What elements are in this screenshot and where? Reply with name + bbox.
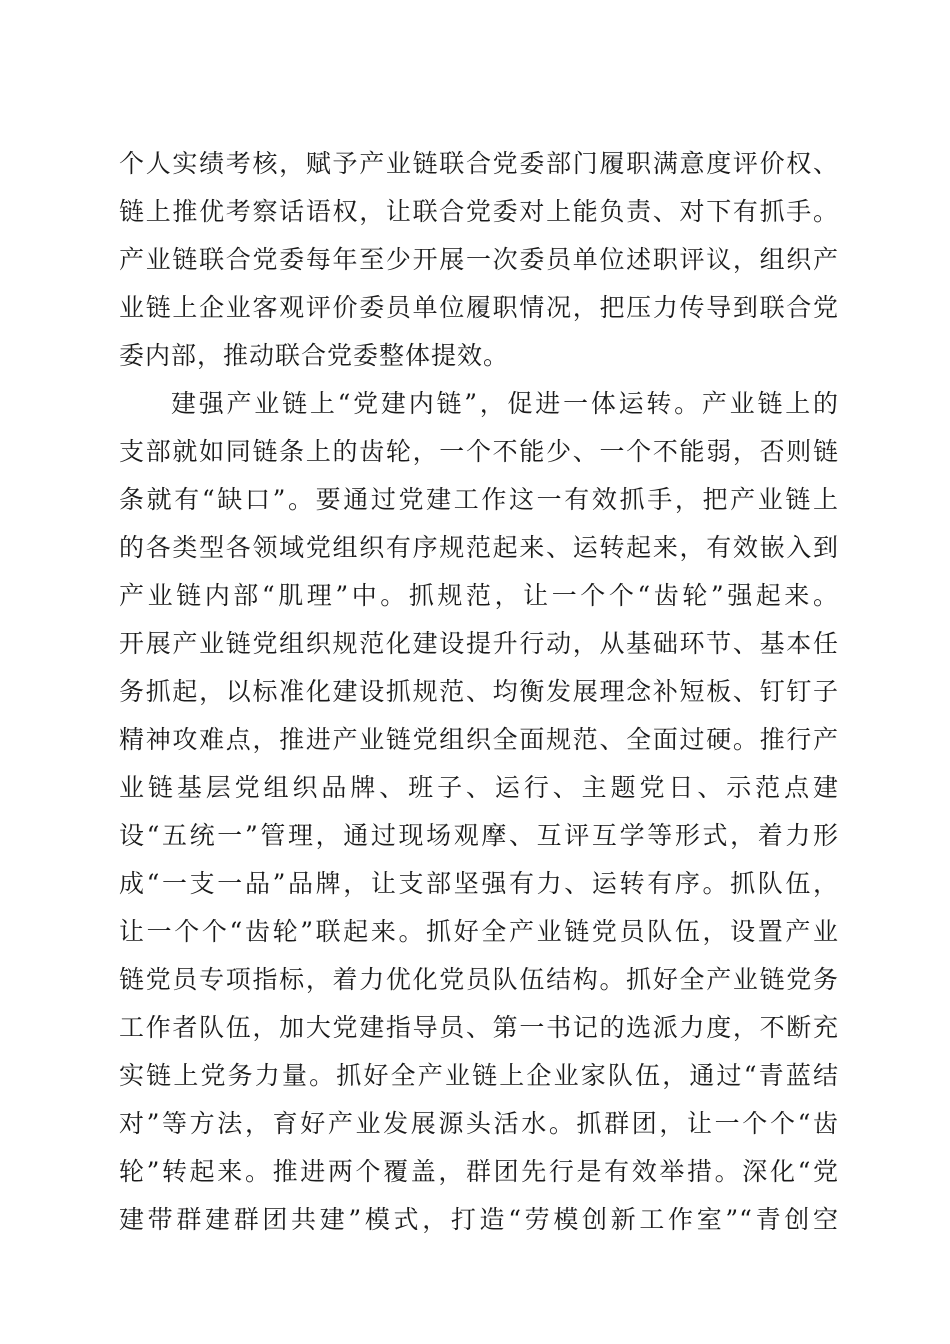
text-line: 轮”转起来。推进两个覆盖，群团先行是有效举措。深化“党 bbox=[119, 1157, 839, 1186]
text-line: 建带群建群团共建”模式，打造“劳模创新工作室”“青创空 bbox=[119, 1205, 839, 1234]
text-line: 个人实绩考核，赋予产业链联合党委部门履职满意度评价权、 bbox=[119, 149, 839, 178]
text-line: 条就有“缺口”。要通过党建工作这一有效抓手，把产业链上 bbox=[119, 485, 839, 514]
text-line: 链上推优考察话语权，让联合党委对上能负责、对下有抓手。 bbox=[119, 197, 839, 226]
text-line: 产业链联合党委每年至少开展一次委员单位述职评议，组织产 bbox=[119, 245, 839, 274]
text-line: 成“一支一品”品牌，让支部坚强有力、运转有序。抓队伍， bbox=[119, 869, 839, 898]
text-line: 工作者队伍，加大党建指导员、第一书记的选派力度，不断充 bbox=[119, 1013, 839, 1042]
text-line: 务抓起，以标准化建设抓规范、均衡发展理念补短板、钉钉子 bbox=[119, 677, 839, 706]
text-line: 业链上企业客观评价委员单位履职情况，把压力传导到联合党 bbox=[119, 293, 839, 322]
text-line: 业链基层党组织品牌、班子、运行、主题党日、示范点建 bbox=[119, 773, 839, 802]
text-line: 建强产业链上“党建内链”，促进一体运转。产业链上的 bbox=[171, 389, 839, 418]
text-line: 产业链内部“肌理”中。抓规范，让一个个“齿轮”强起来。 bbox=[119, 581, 839, 610]
text-line: 委内部，推动联合党委整体提效。 bbox=[119, 341, 510, 370]
text-line: 开展产业链党组织规范化建设提升行动，从基础环节、基本任 bbox=[119, 629, 839, 658]
paragraph-2 bbox=[119, 380, 839, 1244]
text-line: 的各类型各领域党组织有序规范起来、运转起来，有效嵌入到 bbox=[119, 533, 839, 562]
document-body bbox=[119, 140, 839, 1244]
paragraph-1 bbox=[119, 140, 839, 380]
text-line: 精神攻难点，推进产业链党组织全面规范、全面过硬。推行产 bbox=[119, 725, 839, 754]
text-line: 支部就如同链条上的齿轮，一个不能少、一个不能弱，否则链 bbox=[119, 437, 839, 466]
text-line: 让一个个“齿轮”联起来。抓好全产业链党员队伍，设置产业 bbox=[119, 917, 839, 946]
text-line: 设“五统一”管理，通过现场观摩、互评互学等形式，着力形 bbox=[119, 821, 839, 850]
text-line: 实链上党务力量。抓好全产业链上企业家队伍，通过“青蓝结 bbox=[119, 1061, 839, 1090]
text-line: 链党员专项指标，着力优化党员队伍结构。抓好全产业链党务 bbox=[119, 965, 839, 994]
text-line: 对”等方法，育好产业发展源头活水。抓群团，让一个个“齿 bbox=[119, 1109, 839, 1138]
